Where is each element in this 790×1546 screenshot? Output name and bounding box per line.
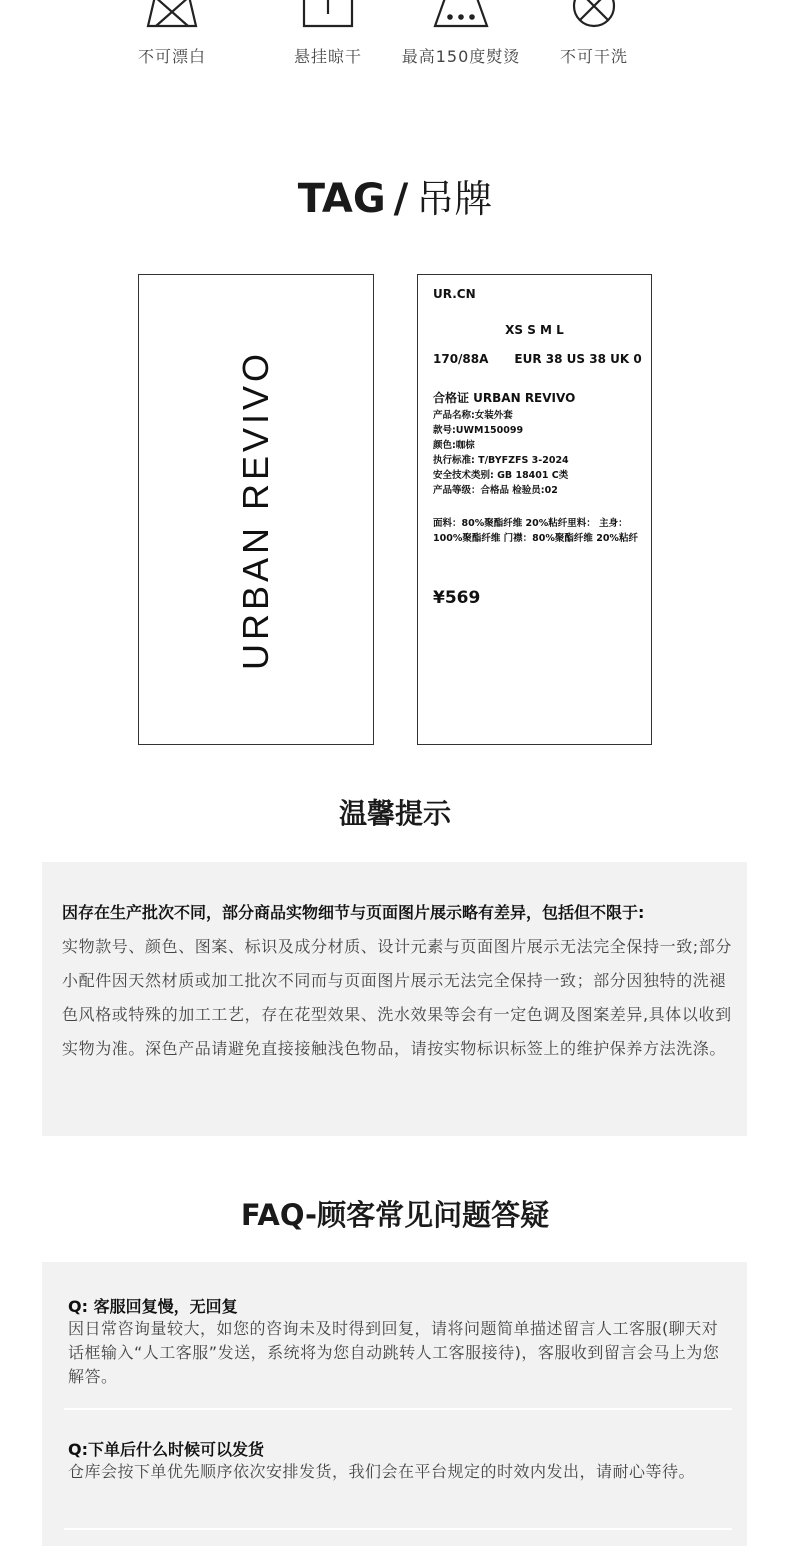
tag-section-title bbox=[0, 168, 790, 223]
tag-cert: 合格证 URBAN REVIVO bbox=[433, 391, 576, 405]
no-bleach-icon bbox=[144, 0, 200, 30]
faq-item bbox=[68, 1437, 728, 1484]
tag-title-zh: 吊牌 bbox=[416, 177, 493, 221]
tips-title: 温馨提示 bbox=[338, 797, 451, 830]
care-item-no-bleach bbox=[112, 0, 232, 67]
care-label: 悬挂晾干 bbox=[293, 47, 362, 66]
tag-product-name: 产品名称:女装外套 bbox=[433, 410, 513, 421]
tag-standard: 执行标准: T/BYFZFS 3-2024 bbox=[433, 455, 569, 466]
tag-site: UR.CN bbox=[433, 287, 476, 301]
line-dry-icon bbox=[300, 0, 356, 30]
care-label: 最高150度熨烫 bbox=[401, 47, 521, 66]
tag-fabric: 面料：80%聚酯纤维 20%粘纤里料： 主身：100%聚酯纤维 门襟：80%聚酯纤维 20%粘纤 bbox=[433, 518, 638, 544]
tag-intl-sizes: EUR 38 US 38 UK 0 bbox=[514, 352, 642, 366]
care-symbols bbox=[0, 0, 790, 80]
tag-color: 颜色:咖棕 bbox=[433, 440, 475, 451]
faq-answer: 因日常咨询量较大，如您的咨询未及时得到回复，请将问题简单描述留言人工客服(聊天对话框输入“人工客服”发送，系统将为您自动跳转人工客服接待)，客服收到留言会马上为您解答。 bbox=[68, 1319, 720, 1386]
tips-box bbox=[42, 862, 747, 1136]
tag-title-separator: / bbox=[393, 176, 409, 222]
faq-question: Q: 客服回复慢，无回复 bbox=[68, 1297, 238, 1316]
faq-item bbox=[68, 1294, 728, 1389]
care-item-iron bbox=[401, 0, 521, 67]
tag-price: ¥569 bbox=[433, 588, 481, 608]
tag-sizes: XS S M L bbox=[505, 323, 564, 337]
tag-grade: 产品等级：合格品 检验员:02 bbox=[433, 485, 558, 496]
no-wash-icon bbox=[566, 0, 622, 30]
faq-box bbox=[42, 1262, 747, 1546]
tag-title-en: TAG bbox=[297, 176, 386, 222]
tag-fit-row bbox=[433, 352, 642, 366]
care-item-line-dry bbox=[268, 0, 388, 67]
tips-body: 实物款号、颜色、图案、标识及成分材质、设计元素与页面图片展示无法完全保持一致;部分小配件因天然材质或加工批次不同而与页面图片展示无法完全保持一致；部分因独特的洗褪色风格或特殊的加工工艺，存在花型效果、洗水效果等会有一定色调及图案差异,具体以收到实物为准。深色产品请避免直接接触浅色物品，请按实物标识标签上的维护保养方法洗涤。 bbox=[62, 937, 732, 1058]
faq-divider bbox=[64, 1528, 732, 1530]
care-label: 不可干洗 bbox=[559, 47, 628, 66]
iron-150-icon bbox=[431, 0, 491, 30]
tag-back-card bbox=[417, 274, 652, 745]
tag-fit: 170/88A bbox=[433, 352, 489, 366]
faq-answer: 仓库会按下单优先顺序依次安排发货，我们会在平台规定的时效内发出，请耐心等待。 bbox=[68, 1462, 696, 1481]
faq-title: FAQ-顾客常见问题答疑 bbox=[240, 1198, 550, 1232]
tag-brand-name: URBAN REVIVO bbox=[235, 349, 276, 670]
care-label: 不可漂白 bbox=[137, 47, 206, 66]
faq-divider bbox=[64, 1408, 732, 1410]
tips-lead: 因存在生产批次不同，部分商品实物细节与页面图片展示略有差异，包括但不限于: bbox=[62, 903, 645, 922]
care-item-no-dry-clean bbox=[534, 0, 654, 67]
faq-question: Q:下单后什么时候可以发货 bbox=[68, 1440, 265, 1459]
tag-front-card bbox=[138, 274, 374, 745]
tag-safety-class: 安全技术类别: GB 18401 C类 bbox=[433, 470, 569, 481]
tag-style-number: 款号:UWM150099 bbox=[433, 425, 524, 436]
